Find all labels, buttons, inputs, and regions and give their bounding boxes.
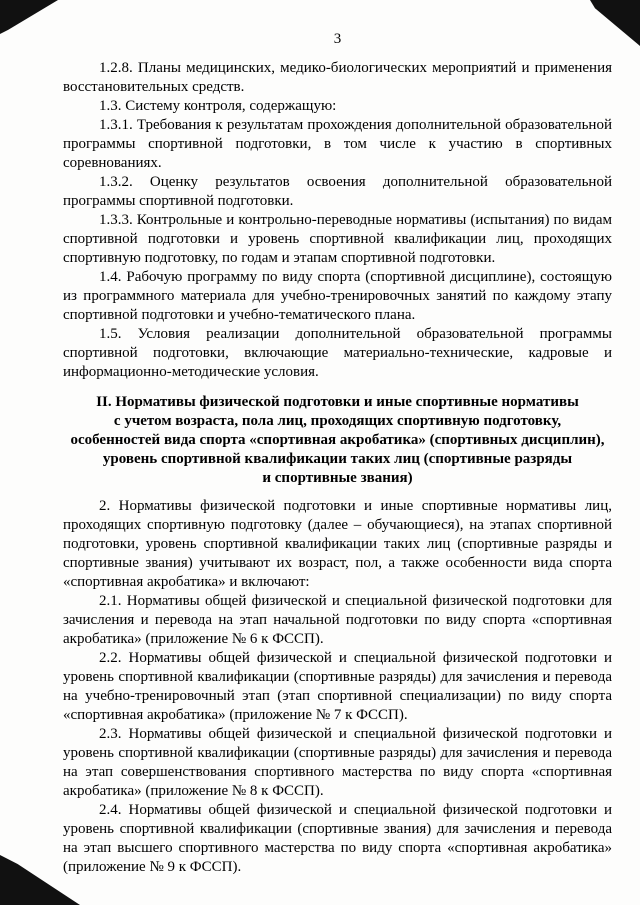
heading-line-4: уровень спортивной квалификации таких лиц (спортивные разряды — [102, 451, 573, 467]
scan-artifact-top-left — [0, 0, 58, 34]
heading-line-3: особенностей вида спорта «спортивная акробатика» (спортивных дисциплин), — [70, 432, 605, 448]
paragraph-2-1: 2.1. Нормативы общей физической и специальной физической подготовки для зачисления и перевода на этап начальной подготовки по виду спорта «спортивная акробатика» (приложение № 6 к ФССП). — [63, 593, 612, 647]
paragraph-2: 2. Нормативы физической подготовки и иные спортивные нормативы лиц, проходящих спортивную подготовку (далее – обучающиеся), на этапах спортивной подготовки, уровень спортивной квалификации таких лиц (спортивные разряды и спортивные звания) учитывают их возраст, пол, а также особенности вида спорта «спортивная акробатика» и включают: — [63, 498, 612, 590]
document-content — [63, 59, 612, 877]
paragraph-1-3-3: 1.3.3. Контрольные и контрольно-переводные нормативы (испытания) по видам спортивной подготовки и уровень спортивной квалификации лиц, проходящих спортивную подготовку, по годам и этапам спортивной подготовки. — [63, 212, 612, 266]
paragraph-2-3: 2.3. Нормативы общей физической и специальной физической подготовки и уровень спортивной квалификации (спортивные разряды) для зачисления и перевода на этап совершенствования спортивного мастерства по виду спорта «спортивная акробатика» (приложение № 8 к ФССП). — [63, 726, 612, 799]
paragraph-1-2-8: 1.2.8. Планы медицинских, медико-биологических мероприятий и применения восстановительных средств. — [63, 60, 612, 95]
heading-line-5: и спортивные звания) — [262, 470, 413, 486]
paragraph-1-3-1: 1.3.1. Требования к результатам прохождения дополнительной образовательной программы спортивной подготовки, в том числе к участию в спортивных соревнованиях. — [63, 117, 612, 171]
paragraph-1-3: 1.3. Систему контроля, содержащую: — [99, 98, 337, 114]
paragraph-2-4: 2.4. Нормативы общей физической и специальной физической подготовки и уровень спортивной квалификации (спортивные звания) для зачисления и перевода на этап высшего спортивного мастерства по виду спорта «спортивная акробатика» (приложение № 9 к ФССП). — [63, 802, 612, 875]
paragraph-2-2: 2.2. Нормативы общей физической и специальной физической подготовки и уровень спортивной квалификации (спортивные разряды) для зачисления и перевода на учебно-тренировочный этап (этап спортивной специализации) по виду спорта «спортивная акробатика» (приложение № 7 к ФССП). — [63, 650, 612, 723]
paragraph-1-4: 1.4. Рабочую программу по виду спорта (спортивной дисциплине), состоящую из программного материала для учебно-тренировочных занятий по каждому этапу спортивной подготовки и учебно-тематического плана. — [63, 269, 612, 323]
heading-line-2: с учетом возраста, пола лиц, проходящих спортивную подготовку, — [113, 413, 562, 429]
heading-line-1: II. Нормативы физической подготовки и иные спортивные нормативы — [96, 394, 579, 410]
page-number: 3 — [333, 31, 342, 47]
paragraph-1-5: 1.5. Условия реализации дополнительной образовательной программы спортивной подготовки, включающие материально-технические, кадровые и информационно-методические условия. — [63, 326, 612, 380]
section-ii-heading — [63, 393, 612, 488]
paragraph-1-3-2: 1.3.2. Оценку результатов освоения дополнительной образовательной программы спортивной подготовки. — [63, 174, 612, 209]
